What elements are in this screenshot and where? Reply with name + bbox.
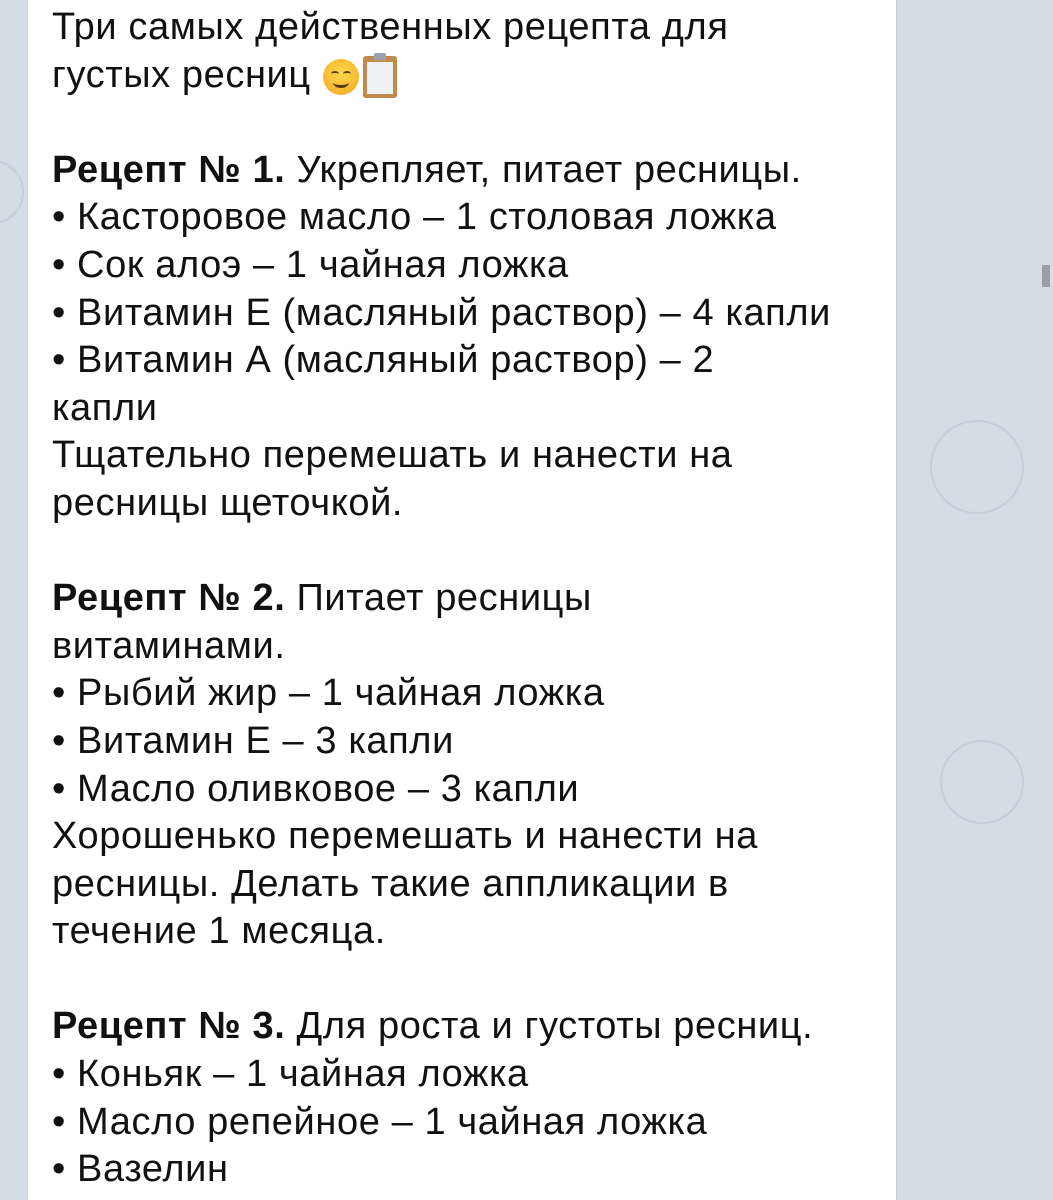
message-line [52,1099,831,1147]
recipe-heading: Рецепт № 2. [52,577,286,620]
line-text: • Касторовое масло – 1 столовая ложка [52,196,777,239]
message-line [52,813,831,861]
message-line [52,4,831,52]
clipboard-icon [363,56,397,98]
smiling-face-icon [323,59,359,95]
line-text: • Витамин Е – 3 капли [52,719,454,762]
message-line [52,1146,831,1194]
message-line [52,385,831,433]
line-text: • Рыбий жир – 1 чайная ложка [52,672,605,715]
recipe-heading: Рецепт № 1. [52,148,286,191]
message-line [52,1051,831,1099]
message-line [52,480,831,528]
message-line [52,623,831,671]
message-line [52,337,831,385]
background-doodle [930,420,1024,514]
background-doodle [0,160,24,224]
line-text: Тщательно перемешать и нанести на [52,434,733,477]
message-line [52,242,831,290]
line-text: витаминами. [52,624,286,667]
message-line [52,861,831,909]
line-text: капли [52,386,158,429]
line-text: • Сок алоэ – 1 чайная ложка [52,243,569,286]
line-text: ресницы щеточкой. [52,481,404,524]
message-line [52,99,831,147]
background-doodle [940,740,1024,824]
message-line [52,528,831,576]
line-text: густых ресниц [52,53,311,96]
line-text: Питает ресницы [285,577,592,620]
message-line [52,147,831,195]
message-line [52,290,831,338]
line-text: Хорошенько перемешать и нанести на [52,815,758,858]
message-line [52,575,831,623]
line-text: ресницы. Делать такие аппликации в [52,862,729,905]
line-text: • Коньяк – 1 чайная ложка [52,1053,529,1096]
line-text: течение 1 месяца. [52,910,386,953]
line-text: • Витамин А (масляный раствор) – 2 [52,339,715,382]
message-line [52,766,831,814]
message-line [52,52,831,100]
line-text: Укрепляет, питает ресницы. [285,148,802,191]
recipe-heading: Рецепт № 3. [52,1005,286,1048]
scrollbar[interactable] [1042,265,1050,287]
line-text: • Вазелин [52,1148,229,1191]
message-line [52,670,831,718]
message-line [52,432,831,480]
message-text [52,4,831,1194]
message-line [52,1003,831,1051]
message-line [52,718,831,766]
message-line [52,908,831,956]
message-line [52,956,831,1004]
line-text: • Масло репейное – 1 чайная ложка [52,1100,708,1143]
line-text: Для роста и густоты ресниц. [285,1005,814,1048]
message-line [52,194,831,242]
line-text: Три самых действенных рецепта для [52,6,729,48]
line-text: • Витамин Е (масляный раствор) – 4 капли [52,291,831,334]
line-text: • Масло оливковое – 3 капли [52,767,580,810]
